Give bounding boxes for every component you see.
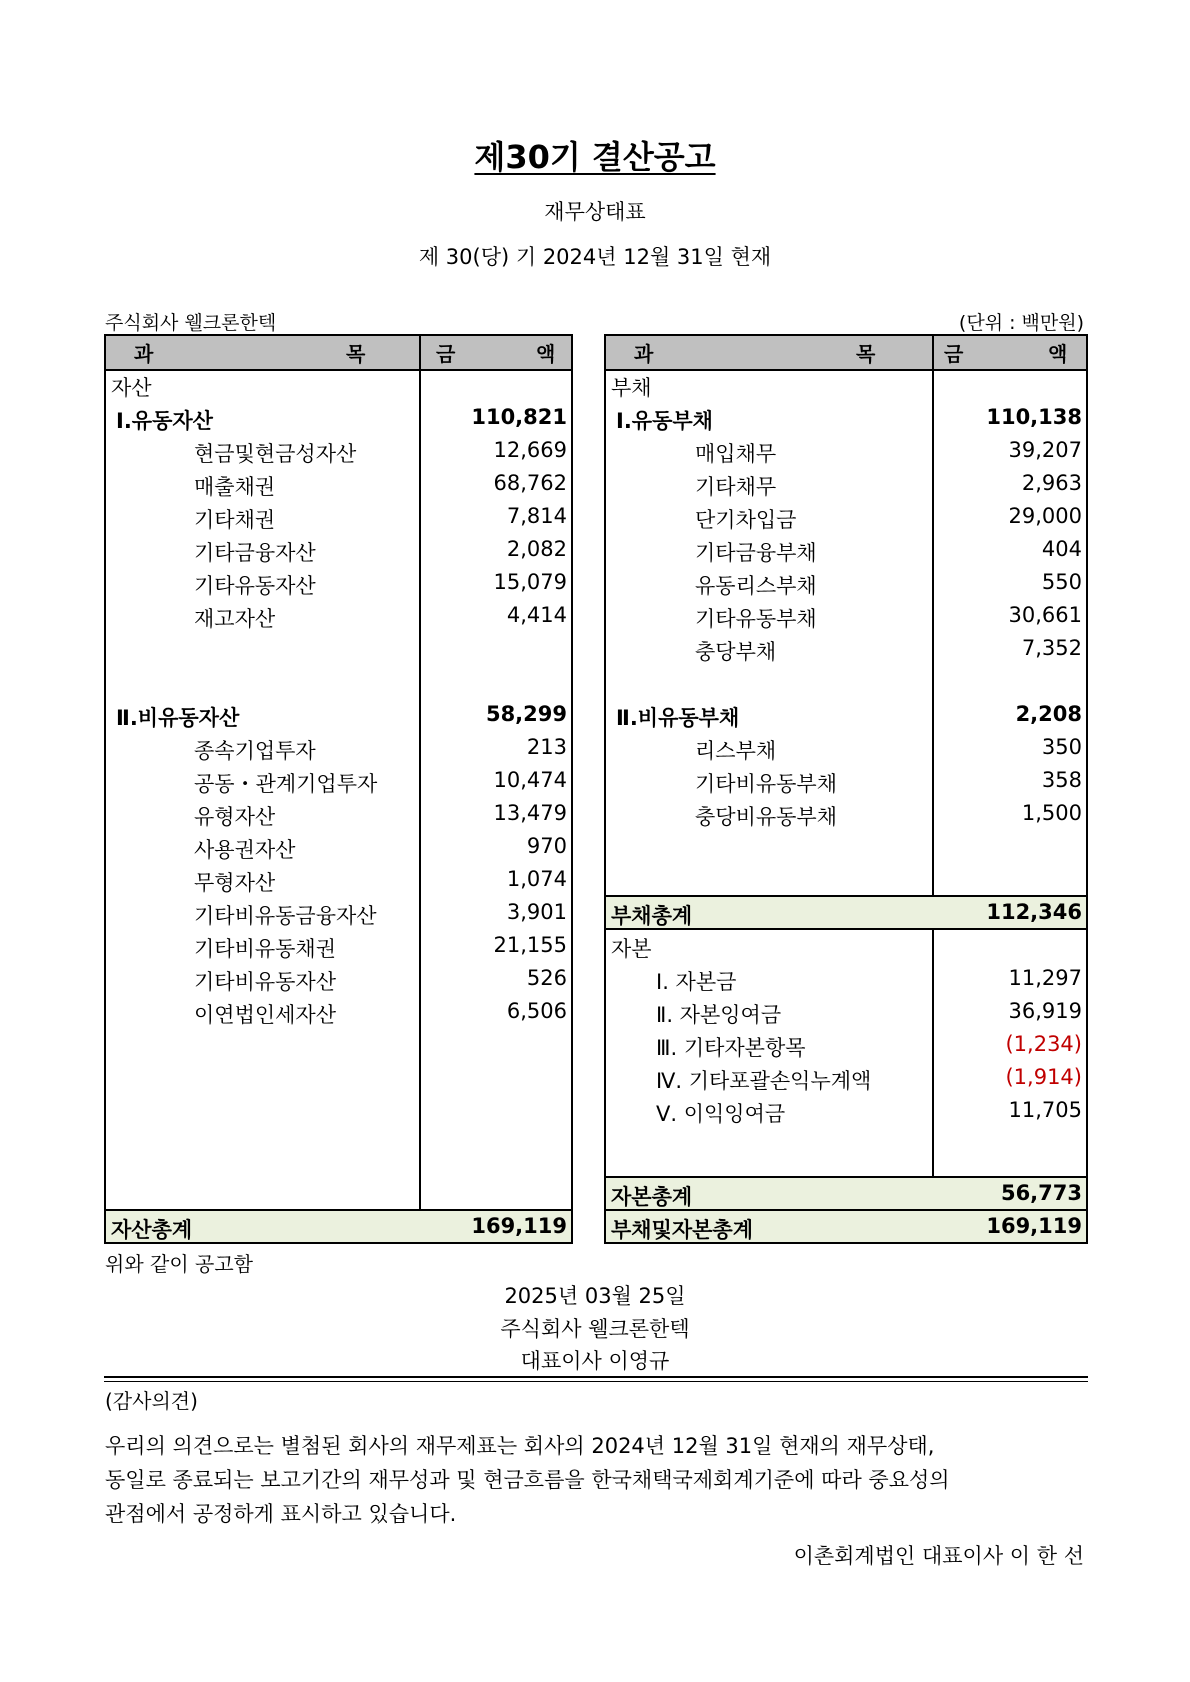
group-value: 2,208: [1015, 702, 1082, 726]
item-label: 기타채무: [695, 475, 777, 499]
item-label: 공동・관계기업투자: [194, 772, 378, 796]
item-value: 15,079: [493, 570, 567, 594]
total-value: 112,346: [986, 900, 1082, 924]
item-label: 기타유동부채: [695, 607, 817, 631]
equity-section-row: [606, 930, 1086, 963]
table-row: [606, 600, 1086, 633]
item-label: 이연법인세자산: [194, 1003, 337, 1027]
item-value: 2,963: [1021, 471, 1082, 495]
item-label: 무형자산: [194, 871, 276, 895]
table-row: [606, 963, 1086, 996]
item-label: 종속기업투자: [194, 739, 316, 763]
group-value: 58,299: [485, 702, 567, 726]
table-row: [606, 996, 1086, 1029]
total-label: 부채및자본총계: [611, 1218, 754, 1242]
group-label: Ⅰ.유동부채: [616, 409, 713, 433]
table-row: [606, 435, 1086, 468]
item-value: 1,074: [506, 867, 567, 891]
table-row: [106, 996, 571, 1029]
header-amount-1: 금: [944, 342, 964, 366]
noncurrent-assets-row: [106, 699, 571, 732]
total-value: 169,119: [471, 1214, 567, 1238]
item-label: Ⅰ. 자본금: [656, 970, 737, 994]
table-row: [106, 534, 571, 567]
item-label: 기타비유동금융자산: [194, 904, 377, 928]
table-row: [106, 963, 571, 996]
header-amount-1: 금: [436, 342, 456, 366]
notice-text: 위와 같이 공고함: [105, 1252, 253, 1276]
audit-opinion-line: 우리의 의견으로는 별첨된 회사의 재무제표는 회사의 2024년 12월 31일 현재의 재무상태,: [105, 1434, 935, 1458]
item-value: 7,352: [1021, 636, 1082, 660]
group-label: Ⅰ.유동자산: [116, 409, 213, 433]
item-value: 12,669: [493, 438, 567, 462]
item-value: 6,506: [506, 999, 567, 1023]
auditor-signature: 이촌회계법인 대표이사 이 한 선: [793, 1544, 1084, 1568]
item-value: 13,479: [493, 801, 567, 825]
item-value: 11,705: [1008, 1098, 1082, 1122]
header-subject-2: 목: [856, 342, 876, 366]
item-label: 기타금융부채: [695, 541, 817, 565]
table-row: [606, 765, 1086, 798]
liabilities-section-row: [606, 369, 1086, 402]
item-value-negative: (1,234): [1005, 1032, 1082, 1056]
item-label: 기타채권: [194, 508, 276, 532]
section-label: 자본: [611, 937, 652, 961]
noncurrent-liabilities-row: [606, 699, 1086, 732]
section-label: 자산: [111, 376, 152, 400]
item-value: 970: [526, 834, 567, 858]
current-assets-row: [106, 402, 571, 435]
item-label: 기타비유동채권: [194, 937, 337, 961]
table-row: [606, 732, 1086, 765]
double-divider: [104, 1376, 1088, 1382]
table-row: [106, 930, 571, 963]
item-value: 350: [1041, 735, 1082, 759]
signer-company: 주식회사 웰크론한텍: [500, 1317, 690, 1341]
table-row: [106, 798, 571, 831]
table-row: [106, 831, 571, 864]
item-label: 현금및현금성자산: [194, 442, 357, 466]
item-value: 3,901: [506, 900, 567, 924]
table-row: [606, 501, 1086, 534]
item-label: Ⅳ. 기타포괄손익누계액: [656, 1069, 872, 1093]
item-label: 충당비유동부채: [695, 805, 838, 829]
item-label: 매출채권: [194, 475, 276, 499]
table-row: [606, 798, 1086, 831]
table-row: [606, 633, 1086, 666]
table-row: [606, 1095, 1086, 1128]
item-value: 2,082: [506, 537, 567, 561]
total-assets-row: [106, 1209, 571, 1242]
item-value: 36,919: [1008, 999, 1082, 1023]
current-liabilities-row: [606, 402, 1086, 435]
table-row: [606, 1062, 1086, 1095]
item-value: 39,207: [1008, 438, 1082, 462]
assets-table-header: [106, 336, 571, 371]
item-value: 11,297: [1008, 966, 1082, 990]
company-name: 주식회사 웰크론한텍: [105, 312, 277, 334]
total-label: 자산총계: [111, 1218, 193, 1242]
audit-opinion-line: 동일로 종료되는 보고기간의 재무성과 및 현금흐름을 한국채택국제회계기준에 따라 중요성의: [105, 1468, 950, 1492]
item-value: 404: [1041, 537, 1082, 561]
notice-date: 2025년 03월 25일: [504, 1284, 686, 1308]
statement-name: 재무상태표: [544, 200, 646, 224]
header-subject-1: 과: [634, 342, 654, 366]
item-value: 30,661: [1008, 603, 1082, 627]
assets-section-row: [106, 369, 571, 402]
table-row: [106, 468, 571, 501]
table-row: [106, 501, 571, 534]
item-label: 재고자산: [194, 607, 276, 631]
item-label: Ⅲ. 기타자본항목: [656, 1036, 806, 1060]
item-label: 유형자산: [194, 805, 276, 829]
table-row: [606, 1029, 1086, 1062]
item-value: 4,414: [506, 603, 567, 627]
group-label: Ⅱ.비유동자산: [116, 706, 240, 730]
total-liabilities-equity-row: [606, 1209, 1086, 1242]
header-subject-1: 과: [134, 342, 154, 366]
group-label: Ⅱ.비유동부채: [616, 706, 740, 730]
total-value: 56,773: [1000, 1181, 1082, 1205]
item-label: 기타비유동자산: [194, 970, 337, 994]
signer-ceo: 대표이사 이영규: [520, 1349, 670, 1373]
item-label: Ⅱ. 자본잉여금: [656, 1003, 782, 1027]
header-amount-2: 액: [536, 342, 556, 366]
item-value: 10,474: [493, 768, 567, 792]
table-row: [606, 567, 1086, 600]
page-title: 제30기 결산공고: [474, 138, 716, 176]
item-value: 68,762: [493, 471, 567, 495]
unit-label: (단위 : 백만원): [958, 312, 1084, 334]
audit-opinion-line: 관점에서 공정하게 표시하고 있습니다.: [105, 1502, 457, 1526]
table-row: [106, 897, 571, 930]
total-liabilities-row: [606, 895, 1086, 930]
total-value: 169,119: [986, 1214, 1082, 1238]
total-label: 부채총계: [611, 904, 693, 928]
item-value: 526: [526, 966, 567, 990]
item-label: 단기차입금: [695, 508, 797, 532]
liabilities-equity-table: [604, 334, 1088, 1244]
item-value-negative: (1,914): [1005, 1065, 1082, 1089]
item-label: Ⅴ. 이익잉여금: [656, 1102, 786, 1126]
item-label: 리스부채: [695, 739, 777, 763]
statement-period: 제 30(당) 기 2024년 12월 31일 현재: [418, 245, 772, 269]
item-label: 유동리스부채: [695, 574, 817, 598]
assets-table: [104, 334, 573, 1244]
table-row: [106, 732, 571, 765]
header-subject-2: 목: [346, 342, 366, 366]
item-value: 550: [1041, 570, 1082, 594]
table-row: [606, 468, 1086, 501]
table-row: [106, 435, 571, 468]
item-value: 213: [526, 735, 567, 759]
table-row: [106, 600, 571, 633]
item-label: 기타비유동부채: [695, 772, 838, 796]
item-label: 충당부채: [695, 640, 777, 664]
item-value: 29,000: [1008, 504, 1082, 528]
table-row: [106, 765, 571, 798]
total-label: 자본총계: [611, 1185, 693, 1209]
section-label: 부채: [611, 376, 652, 400]
table-row: [106, 567, 571, 600]
item-label: 매입채무: [695, 442, 777, 466]
item-value: 358: [1041, 768, 1082, 792]
item-value: 1,500: [1021, 801, 1082, 825]
table-row: [606, 534, 1086, 567]
item-value: 21,155: [493, 933, 567, 957]
item-label: 기타유동자산: [194, 574, 316, 598]
group-value: 110,138: [986, 405, 1082, 429]
liabilities-table-header: [606, 336, 1086, 371]
item-label: 기타금융자산: [194, 541, 316, 565]
audit-heading: (감사의견): [105, 1389, 198, 1413]
header-amount-2: 액: [1048, 342, 1068, 366]
group-value: 110,821: [471, 405, 567, 429]
item-value: 7,814: [506, 504, 567, 528]
total-equity-row: [606, 1176, 1086, 1209]
table-row: [106, 864, 571, 897]
item-label: 사용권자산: [194, 838, 296, 862]
